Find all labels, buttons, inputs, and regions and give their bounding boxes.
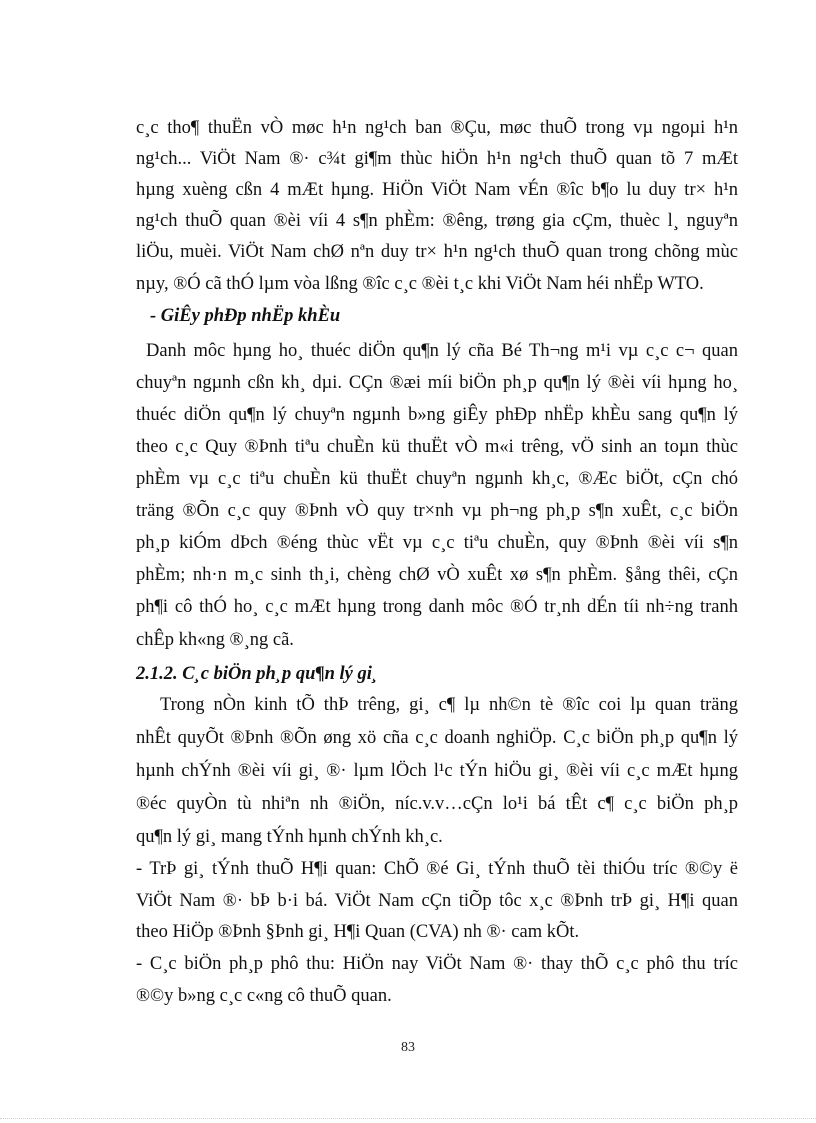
text-line: ng¹ch thuÕ quan ®èi víi 4 s¶n phÈm: ®êng, trøng gia cÇm, thuèc l¸ nguyªn xyxy=(136,211,738,231)
section-heading-import-license: - GiÊy phÐp nhËp khÈu xyxy=(150,306,341,326)
text-line: chÊp kh«ng ®¸ng cã. xyxy=(136,630,294,650)
text-line: thuéc diÖn qu¶n lý chuyªn ngµnh b»ng giÊy phÐp nhËp khÈu sang qu¶n lý xyxy=(136,405,738,425)
text-line: theo HiÖp ®Þnh §Þnh gi¸ H¶i Quan (CVA) nh ®· cam kÕt. xyxy=(136,922,580,942)
text-line: nhÊt quyÕt ®Þnh ®Õn øng xö cña c¸c doanh nghiÖp. C¸c biÖn ph¸p qu¶n lý xyxy=(136,728,738,748)
text-line: ph¸p kiÓm dÞch ®éng thùc vËt vµ c¸c tiªu chuÈn, quy ®Þnh ®èi víi s¶n xyxy=(136,533,738,553)
text-line: hµng xuèng cßn 4 mÆt hµng. HiÖn ViÖt Nam vÉn ®îc b¶o lu duy tr× h¹n xyxy=(136,180,738,200)
text-line: hµnh chÝnh ®èi víi gi¸ ®· lµm lÖch l¹c tÝn hiÖu gi¸ ®èi víi c¸c mÆt hµng xyxy=(136,761,738,781)
section-heading-price-management: 2.1.2. C¸c biÖn ph¸p qu¶n lý gi¸ xyxy=(136,664,379,684)
text-line: chuyªn ngµnh cßn kh¸ dµi. CÇn ®æi míi biÖn ph¸p qu¶n lý ®èi víi hµng ho¸ xyxy=(136,373,738,393)
text-line: träng ®Õn c¸c quy ®Þnh vÒ quy tr×nh vµ ph¬ng ph¸p s¶n xuÊt, c¸c biÖn xyxy=(136,501,738,521)
text-line: ph¶i cô thÓ ho¸ c¸c mÆt hµng trong danh môc ®Ó tr¸nh dÉn tíi nh÷ng tranh xyxy=(136,597,738,617)
text-line: qu¶n lý gi¸ mang tÝnh hµnh chÝnh kh¸c. xyxy=(136,827,443,847)
text-line: ®©y b»ng c¸c c«ng cô thuÕ quan. xyxy=(136,986,392,1006)
text-line: - C¸c biÖn ph¸p phô thu: HiÖn nay ViÖt Nam ®· thay thÕ c¸c phô thu tríc xyxy=(136,954,738,974)
page-bottom-divider xyxy=(0,1118,816,1119)
text-line: ViÖt Nam ®· bÞ b·i bá. ViÖt Nam cÇn tiÕp tôc x¸c ®Þnh trÞ gi¸ H¶i quan xyxy=(136,891,738,911)
text-line: phÈm; nh·n m¸c sinh th¸i, chèng chØ vÒ xuÊt xø s¶n phÈm. §ång thêi, cÇn xyxy=(136,565,738,585)
text-line: - TrÞ gi¸ tÝnh thuÕ H¶i quan: ChÕ ®é Gi¸ tÝnh thuÕ tèi thiÓu tríc ®©y ë xyxy=(136,859,738,879)
text-line: liÖu, muèi. ViÖt Nam chØ nªn duy tr× h¹n ng¹ch thuÕ quan trong chõng mùc xyxy=(136,242,738,262)
text-line: phÈm vµ c¸c tiªu chuÈn kü thuËt chuyªn ngµnh kh¸c, ®Æc biÖt, cÇn chó xyxy=(136,469,738,489)
text-line: c¸c tho¶ thuËn vÒ møc h¹n ng¹ch ban ®Çu, møc thuÕ trong vµ ngoµi h¹n xyxy=(136,118,738,138)
text-line: ®éc quyÒn tù nhiªn nh ®iÖn, níc.v.v…cÇn lo¹i bá tÊt c¶ c¸c biÖn ph¸p xyxy=(136,794,738,814)
text-line: nµy, ®Ó cã thÓ lµm vòa lßng ®îc c¸c ®èi t¸c khi ViÖt Nam héi nhËp WTO. xyxy=(136,274,704,294)
text-line: theo c¸c Quy ®Þnh tiªu chuÈn kü thuËt vÒ m«i trêng, vÖ sinh an toµn thùc xyxy=(136,437,738,457)
text-line: ng¹ch... ViÖt Nam ®· c¾t gi¶m thùc hiÖn h¹n ng¹ch thuÕ quan tõ 7 mÆt xyxy=(136,149,738,169)
text-line: Danh môc hµng ho¸ thuéc diÖn qu¶n lý cña Bé Th¬ng m¹i vµ c¸c c¬ quan xyxy=(146,341,738,361)
page-number: 83 xyxy=(401,1040,415,1055)
text-line: Trong nÒn kinh tÕ thÞ trêng, gi¸ c¶ lµ nh©n tè ®îc coi lµ quan träng xyxy=(160,695,738,715)
